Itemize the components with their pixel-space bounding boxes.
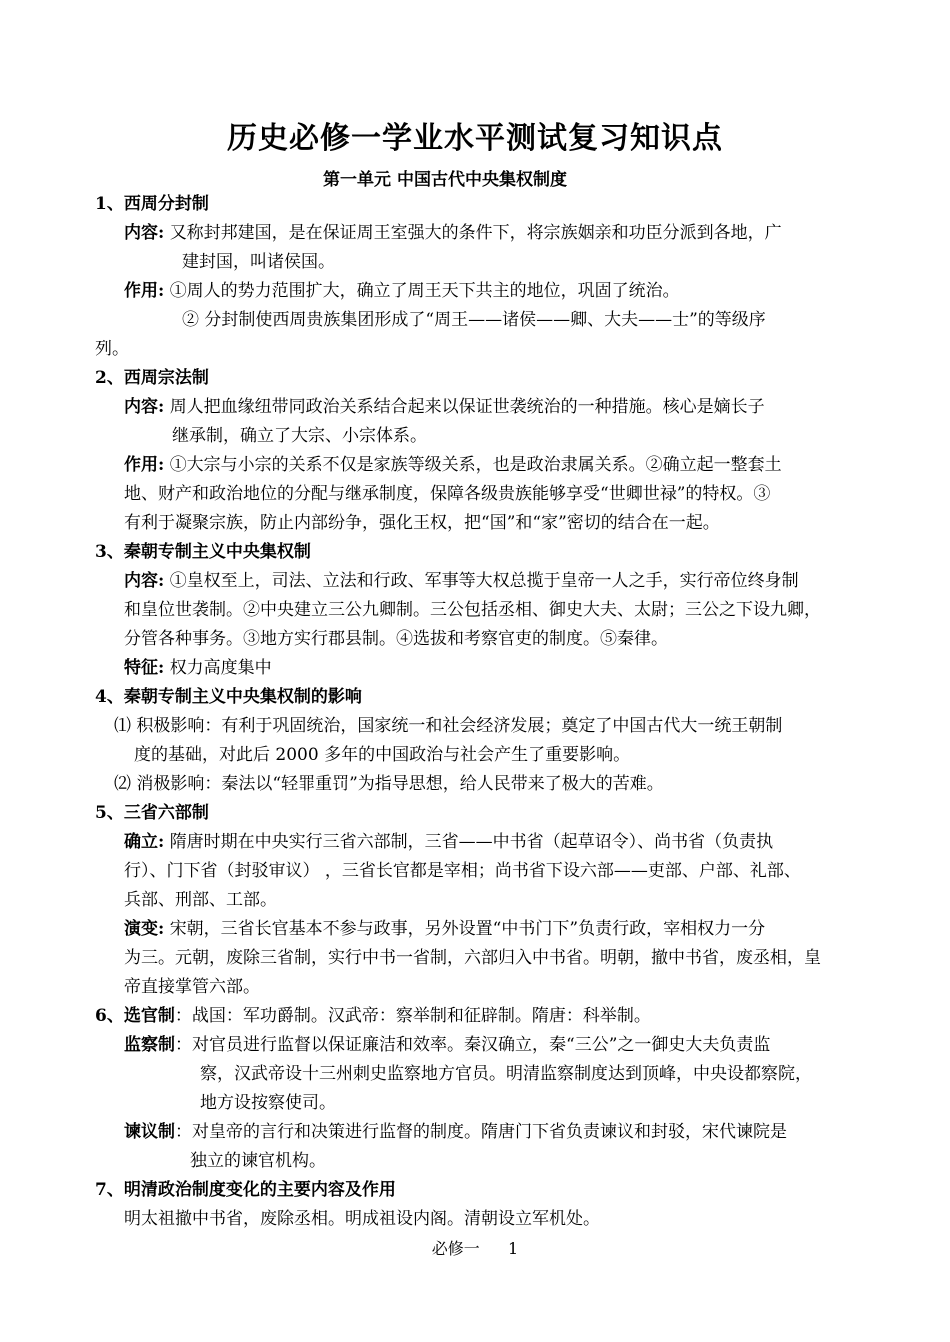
content-text: 周人把血缘纽带同政治关系结合起来以保证世袭统治的一种措施。核心是嫡长子 xyxy=(169,397,765,417)
section-3-heading: 3、秦朝专制主义中央集权制 xyxy=(95,542,311,562)
section-6-heading: 6、选官制 xyxy=(95,1006,175,1026)
section-7-heading: 7、明清政治制度变化的主要内容及作用 xyxy=(95,1180,396,1200)
section-1-effect-line-2: ② 分封制使西周贵族集团形成了“周王——诸侯——卿、大夫——士”的等级序 xyxy=(182,310,766,330)
unit-subtitle: 第一单元 中国古代中央集权制度 xyxy=(323,170,567,190)
section-2-content-line-1 xyxy=(124,397,765,417)
section-6-supervision-line-3: 地方设按察使司。 xyxy=(200,1093,336,1113)
section-1-effect-line-3: 列。 xyxy=(95,339,129,359)
content-label: 内容: xyxy=(124,571,165,591)
evolution-text: 宋朝，三省长官基本不参与政事，另外设置“中书门下”负责行政，宰相权力一分 xyxy=(169,919,766,939)
section-4-positive-line-2: 度的基础，对此后 2000 多年的中国政治与社会产生了重要影响。 xyxy=(134,745,631,765)
section-1-content-line-1 xyxy=(124,223,858,243)
section-4-negative-line: ⑵ 消极影响：秦法以“轻罪重罚”为指导思想，给人民带来了极大的苦难。 xyxy=(114,774,664,794)
content-text: 又称封邦建国，是在保证周王室强大的条件下，将宗族姻亲和功臣分派到各地，广 xyxy=(169,223,782,243)
remonstrance-label: 谏议制 xyxy=(124,1122,175,1142)
content-label: 内容: xyxy=(124,397,165,417)
page-number: 1 xyxy=(508,1239,519,1258)
effect-text: ①大宗与小宗的关系不仅是家族等级关系，也是政治隶属关系。②确立起一整套土 xyxy=(169,455,782,475)
section-4-heading: 4、秦朝专制主义中央集权制的影响 xyxy=(95,687,362,707)
evolution-label: 演变: xyxy=(124,919,165,939)
establish-text: 隋唐时期在中央实行三省六部制，三省——中书省（起草诏令）、尚书省（负责执 xyxy=(169,832,774,852)
section-5-establish-line-3: 兵部、刑部、工部。 xyxy=(124,890,277,910)
section-1-content-line-2: 建封国，叫诸侯国。 xyxy=(182,252,335,272)
effect-text: ①周人的势力范围扩大，确立了周王天下共主的地位，巩固了统治。 xyxy=(169,281,680,301)
section-6-supervision-line-1 xyxy=(124,1035,770,1055)
feature-text: 权力高度集中 xyxy=(169,658,272,678)
section-5-heading: 5、三省六部制 xyxy=(95,803,209,823)
section-3-content-line-2: 和皇位世袭制。②中央建立三公九卿制。三公包括丞相、御史大夫、太尉；三公之下设九卿， xyxy=(124,600,821,620)
section-1-heading: 1、西周分封制 xyxy=(95,194,209,214)
section-3-content-line-1 xyxy=(124,571,799,591)
supervision-text: ：对官员进行监督以保证廉洁和效率。秦汉确立，秦“三公”之一御史大夫负责监 xyxy=(175,1035,771,1055)
content-label: 内容: xyxy=(124,223,165,243)
section-5-evolution-line-1 xyxy=(124,919,765,939)
section-6-heading-line xyxy=(95,1006,651,1026)
section-2-content-line-2: 继承制，确立了大宗、小宗体系。 xyxy=(172,426,427,446)
section-6-heading-text: ：战国：军功爵制。汉武帝：察举制和征辟制。隋唐：科举制。 xyxy=(174,1006,651,1026)
section-3-content-line-3: 分管各种事务。③地方实行郡县制。④选拔和考察官吏的制度。⑤秦律。 xyxy=(124,629,668,649)
establish-label: 确立: xyxy=(124,832,165,852)
section-6-supervision-line-2: 察，汉武帝设十三州刺史监察地方官员。明清监察制度达到顶峰，中央设都察院， xyxy=(200,1064,812,1084)
section-6-remonstrance-line-2: 独立的谏官机构。 xyxy=(190,1151,326,1171)
section-2-effect-line-1 xyxy=(124,455,782,475)
document-title: 历史必修一学业水平测试复习知识点 xyxy=(227,121,723,156)
section-2-heading: 2、西周宗法制 xyxy=(95,368,209,388)
section-2-effect-line-3: 有利于凝聚宗族，防止内部纷争，强化王权，把“国”和“家”密切的结合在一起。 xyxy=(124,513,720,533)
section-5-establish-line-2: 行）、门下省（封驳审议） ，三省长官都是宰相；尚书省下设六部——吏部、户部、礼部、 xyxy=(124,861,801,881)
section-5-evolution-line-3: 帝直接掌管六部。 xyxy=(124,977,260,997)
remonstrance-text: ：对皇帝的言行和决策进行监督的制度。隋唐门下省负责谏议和封驳，宋代谏院是 xyxy=(175,1122,787,1142)
effect-label: 作用: xyxy=(124,281,165,301)
section-3-feature-line xyxy=(124,658,272,678)
section-2-effect-line-2: 地、财产和政治地位的分配与继承制度，保障各级贵族能够享受“世卿世禄”的特权。③ xyxy=(124,484,771,504)
section-4-positive-line-1: ⑴ 积极影响：有利于巩固统治，国家统一和社会经济发展；奠定了中国古代大一统王朝制 xyxy=(114,716,783,736)
content-text: ①皇权至上，司法、立法和行政、军事等大权总揽于皇帝一人之手，实行帝位终身制 xyxy=(169,571,799,591)
footer-label: 必修一 xyxy=(431,1239,480,1258)
feature-label: 特征: xyxy=(124,658,165,678)
page-footer xyxy=(0,1236,950,1259)
section-5-establish-line-1 xyxy=(124,832,773,852)
supervision-label: 监察制 xyxy=(124,1035,175,1055)
section-1-effect-line-1 xyxy=(124,281,680,301)
section-5-evolution-line-2: 为三。元朝，废除三省制，实行中书一省制，六部归入中书省。明朝，撤中书省，废丞相，皇 xyxy=(124,948,821,968)
effect-label: 作用: xyxy=(124,455,165,475)
section-7-text-line-1: 明太祖撤中书省，废除丞相。明成祖设内阁。清朝设立军机处。 xyxy=(124,1209,600,1229)
section-6-remonstrance-line-1 xyxy=(124,1122,787,1142)
